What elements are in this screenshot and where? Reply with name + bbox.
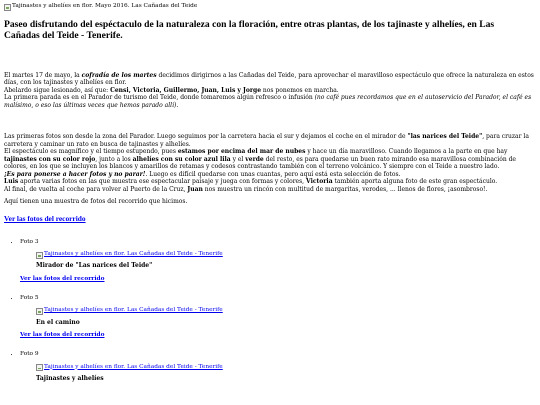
group-name: cofradía de los martes <box>81 71 157 79</box>
photo-caption: Tajinastes y alhelíes <box>36 374 104 382</box>
photo-image-link[interactable] <box>36 307 223 314</box>
person-name: Juan <box>187 185 203 193</box>
header-image-alt: Tajinastes y alhelíes en flor. Mayo 2016. Las Cañadas del Teide <box>12 3 198 9</box>
photo-block <box>36 251 536 270</box>
text: Abelardo sigue lesionado, así que: <box>4 86 111 94</box>
list-item <box>20 239 536 283</box>
body-paragraph-3 <box>4 171 534 179</box>
photo-list <box>4 239 536 382</box>
body-paragraph-2 <box>4 148 534 171</box>
body-paragraph-1 <box>4 133 534 148</box>
text: El martes 17 de mayo, la <box>4 71 82 79</box>
highlight: estamos por encima del mar de nubes <box>177 148 306 155</box>
person-name: Victoria <box>306 178 333 185</box>
text: , para cruzar la carretera y caminar un rato en busca de tajinastes y alhelíes. <box>4 133 529 148</box>
photo-image-alt: Tajinastes y alhelíes en flor. Las Cañadas del Teide - Tenerife <box>44 307 223 314</box>
photo-image-alt: Tajinastes y alhelíes en flor. Las Cañadas del Teide - Tenerife <box>44 363 223 370</box>
intro-text <box>4 72 534 110</box>
participants: Censi, Victoria, Guillermo, Juan, Luis y Jorge <box>110 86 262 94</box>
list-item <box>20 351 536 382</box>
photo-caption: En el camino <box>36 318 80 326</box>
photo-label: Foto 3 <box>20 239 39 245</box>
text: también aporta alguna foto de este gran espectáculo. <box>332 178 498 185</box>
text: nos muestra un rincón con multitud de margaritas, verodes, ... llenos de flores, ¡asombroso!. <box>202 185 488 193</box>
photo-label: Foto 9 <box>20 351 39 358</box>
intro-paragraph-2 <box>4 87 534 95</box>
view-photos-link[interactable]: Ver las fotos del recorrido <box>4 213 86 223</box>
photo-image-link[interactable] <box>36 364 223 371</box>
list-item <box>20 295 536 339</box>
photo-block <box>36 307 536 326</box>
text: . Luego es difícil quedarse con unas cuantas, pero aquí está esta selección de fotos. <box>145 170 401 178</box>
coffee-note: (no café pues recordamos que en el autoservicio del Parador, el café es malísimo, o eso las últimas veces que hemos parado allí). <box>4 94 532 109</box>
text: La primera parada es en el Parador de turismo del Teide, donde tomaremos algún refresco o infusión <box>4 94 315 101</box>
broken-image-icon <box>36 252 43 259</box>
text: decidimos dirigirnos a las Cañadas del Teide, para aprovechar el maravilloso espectáculo que ofrece la naturaleza en estos días, con los tajinastes y alhelíes en flor. <box>4 71 534 86</box>
page-title: Paseo disfrutando del espéctaculo de la naturaleza con la floración, entre otras plantas, de los tajinaste y alhelíes, en Las Cañadas del Teide - Tenerife. <box>4 18 495 41</box>
photo-block <box>36 364 536 383</box>
header-image <box>4 3 197 10</box>
broken-image-icon <box>36 308 43 315</box>
body-paragraph-4 <box>4 178 534 186</box>
photo-caption: Mirador de "Las narices del Teide" <box>36 262 153 270</box>
place-name: "las narices del Teide" <box>407 133 483 140</box>
highlight: verde <box>245 155 264 163</box>
body-text <box>4 133 534 206</box>
text: Al final, de vuelta al coche para volver al Puerto de la Cruz, <box>4 185 188 193</box>
intro-paragraph-1 <box>4 72 534 87</box>
view-photos-link[interactable]: Ver las fotos del recorrido <box>20 332 105 339</box>
text: y el <box>230 155 246 163</box>
intro-paragraph-3 <box>4 94 534 109</box>
view-photos-link[interactable]: Ver las fotos del recorrido <box>20 275 105 282</box>
broken-image-icon <box>4 4 11 11</box>
person-name: Luis <box>4 178 19 185</box>
body-paragraph-6: Aquí tienen una muestra de fotos del recorrido que hicimos. <box>4 198 188 205</box>
highlight: tajinastes con su color rojo <box>4 155 96 163</box>
text: El espectáculo es magnífico y el tiempo estupendo, pues <box>4 148 178 155</box>
photo-image-link[interactable] <box>36 251 223 258</box>
broken-image-icon <box>36 364 43 371</box>
text: aporta varias fotos en las que muestra ese espectacular paisaje y juega con formas y colores, <box>18 178 307 185</box>
photo-label: Foto 5 <box>20 295 39 302</box>
text: del resto, es para quedarse un buen rato mirando esa maravillosa combinación de colores, en los que se incluyen los blancos y amarillos de retamas y codesos contrastando también con el terreno volcánico. Y siempre con el Teide a nuestro lado. <box>4 155 516 170</box>
text: nos ponemos en marcha. <box>261 86 339 94</box>
text: Las primeras fotos son desde la zona del Parador. Luego seguimos por la carretera hacia el sur y dejamos el coche en el mirador de <box>4 133 408 140</box>
body-paragraph-5 <box>4 186 534 194</box>
exclamation: ¡Es para ponerse a hacer fotos y no parar! <box>4 170 146 178</box>
text: y hace un día maravilloso. Cuando llegamos a la parte en que hay <box>305 148 508 155</box>
highlight: alhelíes con su color azul lila <box>132 155 231 163</box>
text: , junto a los <box>95 155 133 163</box>
photo-image-alt: Tajinastes y alhelíes en flor. Las Cañadas del Teide - Tenerife <box>44 251 223 258</box>
